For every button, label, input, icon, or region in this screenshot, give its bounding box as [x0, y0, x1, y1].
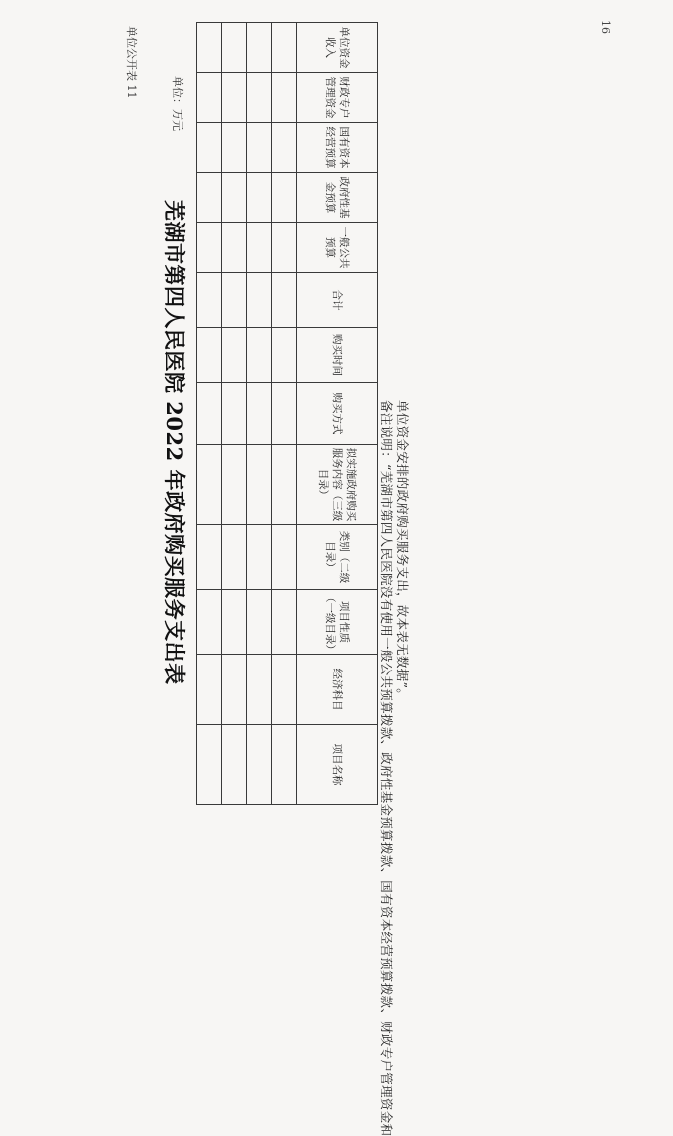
- header-project-nature: 项目性质（一级目录）: [297, 590, 378, 655]
- table-cell: [272, 123, 297, 173]
- header-purchase-time: 购买时间: [297, 328, 378, 383]
- table-cell: [197, 123, 222, 173]
- table-cell: [197, 273, 222, 328]
- header-special-account-funds: 财政专户管理资金: [297, 73, 378, 123]
- table-cell: [247, 273, 272, 328]
- table-cell: [247, 173, 272, 223]
- table-cell: [197, 223, 222, 273]
- table-cell: [222, 23, 247, 73]
- header-project-name: 项目名称: [297, 725, 378, 805]
- table-cell: [247, 328, 272, 383]
- table-cell: [272, 273, 297, 328]
- header-total: 合计: [297, 273, 378, 328]
- table-cell: [197, 655, 222, 725]
- table-cell: [222, 445, 247, 525]
- header-general-public-budget: 一般公共预算: [297, 223, 378, 273]
- header-row: [297, 23, 378, 805]
- table-cell: [222, 173, 247, 223]
- note-line-1: 备注说明：“芜湖市第四人民医院没有使用一般公共预算拨款、政府性基金预算拨款、国有资本经营预算拨款、财政专户管理资金和: [379, 400, 394, 1136]
- table-cell: [222, 123, 247, 173]
- unit-label: 单位：万元: [171, 76, 184, 131]
- form-code: 单位公开表 11: [125, 26, 138, 99]
- table-row: [272, 23, 297, 805]
- table-row: [247, 23, 272, 805]
- table-cell: [272, 173, 297, 223]
- table-cell: [247, 525, 272, 590]
- table-cell: [247, 590, 272, 655]
- table-cell: [197, 173, 222, 223]
- table-cell: [247, 223, 272, 273]
- table-row: [222, 23, 247, 805]
- table-cell: [247, 73, 272, 123]
- table-cell: [197, 328, 222, 383]
- header-unit-funds-income: 单位资金收入: [297, 23, 378, 73]
- table-cell: [272, 725, 297, 805]
- note-line-2: 单位资金安排的政府购买服务支出，故本表无数据”。: [395, 400, 410, 702]
- table-cell: [272, 655, 297, 725]
- table-cell: [222, 525, 247, 590]
- table-cell: [272, 383, 297, 445]
- table-cell: [222, 223, 247, 273]
- table-cell: [272, 525, 297, 590]
- table-cell: [197, 590, 222, 655]
- table-cell: [247, 383, 272, 445]
- table-cell: [197, 383, 222, 445]
- table-cell: [222, 383, 247, 445]
- table-cell: [197, 23, 222, 73]
- table-cell: [272, 445, 297, 525]
- table-cell: [247, 445, 272, 525]
- table-cell: [247, 725, 272, 805]
- table-cell: [247, 23, 272, 73]
- table-cell: [247, 123, 272, 173]
- header-service-content: 拟实施政府购买服务内容（三级目录）: [297, 445, 378, 525]
- table-cell: [197, 73, 222, 123]
- table-cell: [272, 328, 297, 383]
- header-economic-subject: 经济科目: [297, 655, 378, 725]
- table-cell: [222, 590, 247, 655]
- table-cell: [272, 23, 297, 73]
- table-cell: [272, 590, 297, 655]
- header-government-fund-budget: 政府性基金预算: [297, 173, 378, 223]
- table-cell: [197, 525, 222, 590]
- table-cell: [222, 725, 247, 805]
- document-title: 芜湖市第四人民医院 2022 年政府购买服务支出表: [162, 200, 187, 685]
- purchase-services-table: [198, 22, 378, 804]
- table-cell: [247, 655, 272, 725]
- table-cell: [222, 655, 247, 725]
- table-row: [197, 23, 222, 805]
- table-cell: [222, 273, 247, 328]
- table-cell: [197, 725, 222, 805]
- table-cell: [272, 73, 297, 123]
- header-category: 类别（二级目录）: [297, 525, 378, 590]
- table-cell: [222, 73, 247, 123]
- table-cell: [222, 328, 247, 383]
- table-cell: [197, 445, 222, 525]
- header-purchase-method: 购买方式: [297, 383, 378, 445]
- header-state-capital-budget: 国有资本经营预算: [297, 123, 378, 173]
- page-number: 16: [599, 20, 612, 34]
- table-cell: [272, 223, 297, 273]
